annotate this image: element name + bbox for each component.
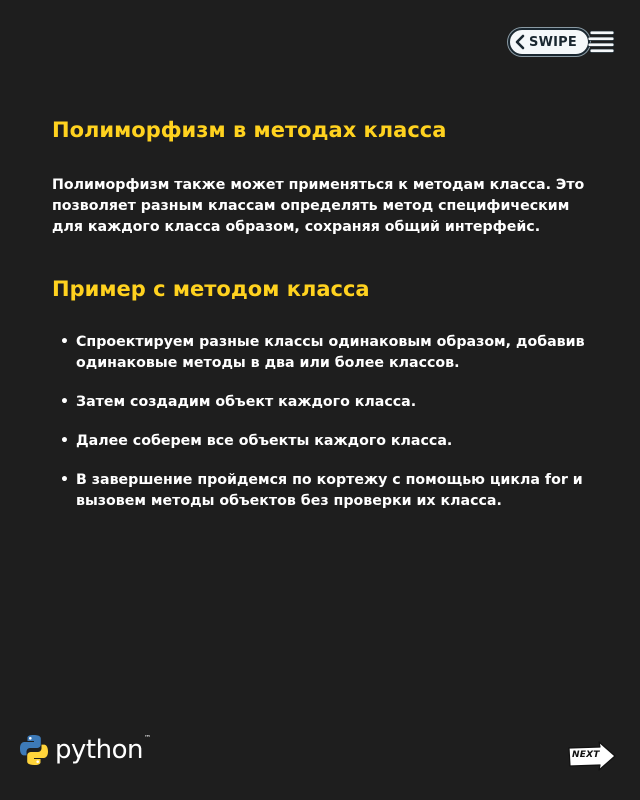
- python-snake-icon: [19, 734, 49, 766]
- list-item: [60, 332, 605, 374]
- list-item: [60, 431, 605, 452]
- bullet-dot-icon: •: [60, 394, 69, 410]
- list-item-text: Далее соберем все объекты каждого класса.: [76, 433, 453, 449]
- swipe-lines-icon: [588, 30, 616, 54]
- list-item: [60, 470, 605, 512]
- next-button[interactable]: [568, 740, 616, 772]
- next-label: NEXT: [572, 750, 600, 760]
- example-bullet-list: [60, 332, 605, 530]
- swipe-pill[interactable]: [508, 28, 590, 56]
- bullet-dot-icon: •: [60, 433, 69, 449]
- python-wordmark: python: [55, 735, 143, 765]
- list-item: [60, 392, 605, 413]
- swipe-indicator[interactable]: [508, 27, 616, 57]
- list-item-text: Затем создадим объект каждого класса.: [76, 394, 417, 410]
- section-title-polymorphism-methods: Полиморфизм в методах класса: [52, 118, 447, 142]
- python-logo: [19, 734, 151, 766]
- trademark-mark: ™: [143, 734, 151, 742]
- chevron-left-icon: [514, 34, 526, 50]
- bullet-dot-icon: •: [60, 472, 69, 488]
- section-title-example: Пример с методом класса: [52, 277, 370, 301]
- swipe-label: SWIPE: [529, 34, 577, 50]
- section-paragraph: Полиморфизм также может применяться к методам класса. Это позволяет разным классам определять метод специфическим для каждого класса образом, сохраняя общий интерфейс.: [52, 177, 585, 235]
- list-item-text: В завершение пройдемся по кортежу с помощью цикла for и вызовем методы объектов без проверки их класса.: [76, 472, 583, 509]
- list-item-text: Спроектируем разные классы одинаковым образом, добавив одинаковые методы в два или более классов.: [76, 334, 585, 371]
- bullet-dot-icon: •: [60, 334, 69, 350]
